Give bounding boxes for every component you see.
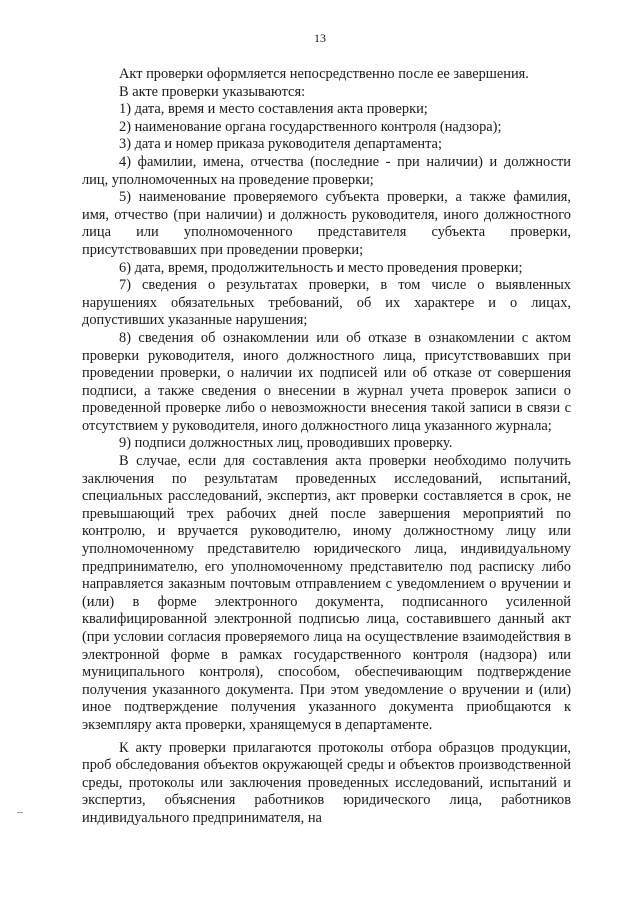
page-number: 13 xyxy=(314,31,326,45)
margin-mark xyxy=(17,812,23,813)
paragraph-act-drawn-up: Акт проверки оформляется непосредственно после ее завершения. xyxy=(119,66,529,82)
list-item-5: 5) наименование проверяемого субъекта проверки, а также фамилия, имя, отчество (при наличии) и должность руководителя, иного должностного лица или уполномоченного представителя субъекта проверки, присутствовавших при проведении проверки; xyxy=(82,189,571,258)
document-body xyxy=(82,66,571,828)
list-item-3: 3) дата и номер приказа руководителя департамента; xyxy=(119,136,442,153)
list-item-4: 4) фамилии, имена, отчества (последние - при наличии) и должности лиц, уполномоченных на проведение проверки; xyxy=(82,153,571,188)
list-item-1: 1) дата, время и место составления акта проверки; xyxy=(119,101,428,118)
list-item-6: 6) дата, время, продолжительность и место проведения проверки; xyxy=(119,259,523,276)
paragraph-act-contents-intro: В акте проверки указываются: xyxy=(119,83,306,100)
list-item-8: 8) сведения об ознакомлении или об отказе в ознакомлении с актом проверки руководителя, иного должностного лица, присутствовавших при проведении проверки, о наличии их подписей или об отказе от совершения подписи, а также сведения о внесении в журнал учета проверок записи о проведенной проверке либо о невозможности внесения такой записи в связи с отсутствием у руководителя, иного должностного лица указанного журнала; xyxy=(82,329,571,434)
list-item-9: 9) подписи должностных лиц, проводивших проверку. xyxy=(119,435,453,452)
list-item-2: 2) наименование органа государственного контроля (надзора); xyxy=(119,118,502,135)
paragraph-delivery-of-act: В случае, если для составления акта проверки необходимо получить заключения по результатам проведенных исследований, испытаний, специальных расследований, экспертиз, акт проверки составляется в срок, не превышающий трех рабочих дней после завершения мероприятий по контролю, и вручается руководителю, иному должностному лицу или уполномоченному представителю юридического лица, индивидуальному предпринимателю, его уполномоченному представителю под расписку либо направляется заказным почтовым отправлением с уведомлением о вручении и (или) в форме электронного документа, подписанного усиленной квалифицированной электронной подписью лица, составившего данный акт (при условии согласия проверяемого лица на осуществление взаимодействия в электронной форме в рамках государственного контроля (надзора) или муниципального контроля), способом, обеспечивающим подтверждение получения указанного документа. При этом уведомление о вручении и (или) иное подтверждение получения указанного документа приобщаются к экземпляру акта проверки, хранящемуся в департаменте. xyxy=(82,453,571,733)
paragraph-attachments: К акту проверки прилагаются протоколы отбора образцов продукции, проб обследования объектов окружающей среды и объектов производственной среды, протоколы или заключения проведенных исследований, испытаний и экспертиз, объяснения работников юридического лица, работников индивидуального предпринимателя, на xyxy=(82,739,571,826)
list-item-7: 7) сведения о результатах проверки, в том числе о выявленных нарушениях обязательных требований, об их характере и о лицах, допустивших указанные нарушения; xyxy=(82,277,571,329)
